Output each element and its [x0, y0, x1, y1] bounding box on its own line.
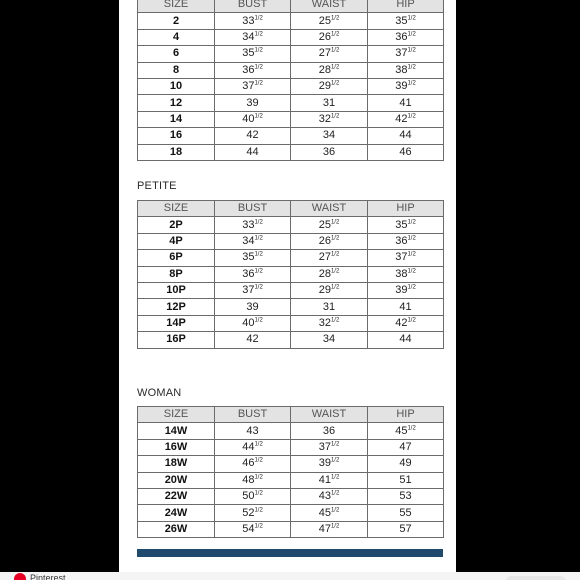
bust-cell: 42	[215, 332, 291, 348]
table-row	[138, 29, 444, 45]
hip-cell: 41	[368, 299, 444, 315]
column-header-bust: BUST	[215, 407, 291, 423]
size-cell: 20W	[138, 472, 215, 488]
table-row	[138, 128, 444, 144]
table-body	[138, 13, 444, 161]
footer-action-pill[interactable]	[506, 576, 566, 580]
hip-cell: 47	[368, 439, 444, 455]
waist-cell: $25^{1/2}$	[291, 13, 368, 29]
bust-cell: $54^{1/2}$	[215, 521, 291, 537]
hip-cell: 44	[368, 128, 444, 144]
column-header-bust: BUST	[215, 201, 291, 217]
table-row	[138, 78, 444, 94]
size-cell: 10P	[138, 282, 215, 298]
bust-cell: 39	[215, 299, 291, 315]
bust-cell: $36^{1/2}$	[215, 62, 291, 78]
waist-cell: $26^{1/2}$	[291, 29, 368, 45]
size-chart-sheet	[119, 0, 456, 572]
size-cell: 22W	[138, 488, 215, 504]
size-cell: 4P	[138, 233, 215, 249]
waist-cell: $25^{1/2}$	[291, 217, 368, 233]
waist-cell: $28^{1/2}$	[291, 62, 368, 78]
size-cell: 16	[138, 128, 215, 144]
column-header-size: SIZE	[138, 0, 215, 13]
bust-cell: $35^{1/2}$	[215, 46, 291, 62]
waist-cell: $26^{1/2}$	[291, 233, 368, 249]
waist-cell: 31	[291, 299, 368, 315]
waist-cell: 36	[291, 423, 368, 439]
table-row	[138, 439, 444, 455]
table-row	[138, 111, 444, 127]
table-row	[138, 332, 444, 348]
waist-cell: $29^{1/2}$	[291, 282, 368, 298]
hip-cell: 41	[368, 95, 444, 111]
size-cell: 2	[138, 13, 215, 29]
bust-cell: $36^{1/2}$	[215, 266, 291, 282]
size-cell: 12	[138, 95, 215, 111]
table-row	[138, 95, 444, 111]
bust-cell: 42	[215, 128, 291, 144]
waist-cell: $29^{1/2}$	[291, 78, 368, 94]
waist-cell: $39^{1/2}$	[291, 456, 368, 472]
waist-cell: $41^{1/2}$	[291, 472, 368, 488]
table-header-row	[138, 0, 444, 13]
size-cell: 12P	[138, 299, 215, 315]
pinterest-icon	[14, 573, 26, 580]
size-cell: 8	[138, 62, 215, 78]
table-row	[138, 505, 444, 521]
column-header-waist: WAIST	[291, 201, 368, 217]
table-row	[138, 62, 444, 78]
column-header-waist: WAIST	[291, 0, 368, 13]
hip-cell: $37^{1/2}$	[368, 250, 444, 266]
table-row	[138, 423, 444, 439]
bust-cell: $37^{1/2}$	[215, 282, 291, 298]
hip-cell: 53	[368, 488, 444, 504]
size-table-woman	[137, 406, 444, 538]
table-row	[138, 250, 444, 266]
size-cell: 6P	[138, 250, 215, 266]
bust-cell: $50^{1/2}$	[215, 488, 291, 504]
hip-cell: $38^{1/2}$	[368, 266, 444, 282]
hip-cell: $39^{1/2}$	[368, 78, 444, 94]
size-cell: 14P	[138, 315, 215, 331]
size-cell: 14W	[138, 423, 215, 439]
hip-cell: $45^{1/2}$	[368, 423, 444, 439]
bust-cell: 43	[215, 423, 291, 439]
hip-cell: $42^{1/2}$	[368, 111, 444, 127]
bust-cell: $46^{1/2}$	[215, 456, 291, 472]
bust-cell: 44	[215, 144, 291, 160]
table-body	[138, 423, 444, 538]
size-cell: 18	[138, 144, 215, 160]
hip-cell: $35^{1/2}$	[368, 217, 444, 233]
hip-cell: 46	[368, 144, 444, 160]
waist-cell: $27^{1/2}$	[291, 250, 368, 266]
table-row	[138, 456, 444, 472]
table-row	[138, 472, 444, 488]
table-row	[138, 299, 444, 315]
size-cell: 24W	[138, 505, 215, 521]
table-header-row	[138, 407, 444, 423]
waist-cell: $28^{1/2}$	[291, 266, 368, 282]
size-cell: 4	[138, 29, 215, 45]
table-row	[138, 46, 444, 62]
table-row	[138, 488, 444, 504]
hip-cell: $42^{1/2}$	[368, 315, 444, 331]
table-row	[138, 217, 444, 233]
table-row	[138, 521, 444, 537]
waist-cell: $45^{1/2}$	[291, 505, 368, 521]
bust-cell: $40^{1/2}$	[215, 315, 291, 331]
waist-cell: $47^{1/2}$	[291, 521, 368, 537]
column-header-hip: HIP	[368, 201, 444, 217]
waist-cell: 34	[291, 128, 368, 144]
bust-cell: $52^{1/2}$	[215, 505, 291, 521]
column-header-size: SIZE	[138, 201, 215, 217]
size-cell: 10	[138, 78, 215, 94]
column-header-waist: WAIST	[291, 407, 368, 423]
bust-cell: $40^{1/2}$	[215, 111, 291, 127]
size-cell: 26W	[138, 521, 215, 537]
column-header-hip: HIP	[368, 407, 444, 423]
hip-cell: 55	[368, 505, 444, 521]
bust-cell: $34^{1/2}$	[215, 29, 291, 45]
hip-cell: $35^{1/2}$	[368, 13, 444, 29]
table-row	[138, 144, 444, 160]
table-row	[138, 315, 444, 331]
size-cell: 8P	[138, 266, 215, 282]
table-body	[138, 217, 444, 348]
column-header-hip: HIP	[368, 0, 444, 13]
waist-cell: $32^{1/2}$	[291, 111, 368, 127]
size-table-petite	[137, 200, 444, 349]
waist-cell: $43^{1/2}$	[291, 488, 368, 504]
bust-cell: $33^{1/2}$	[215, 217, 291, 233]
hip-cell: $39^{1/2}$	[368, 282, 444, 298]
waist-cell: $37^{1/2}$	[291, 439, 368, 455]
hip-cell: $36^{1/2}$	[368, 29, 444, 45]
section-title-petite: PETITE	[137, 180, 177, 192]
table-row	[138, 13, 444, 29]
pinterest-footer[interactable]	[0, 572, 580, 580]
column-header-size: SIZE	[138, 407, 215, 423]
waist-cell: 31	[291, 95, 368, 111]
hip-cell: 44	[368, 332, 444, 348]
hip-cell: $37^{1/2}$	[368, 46, 444, 62]
column-header-bust: BUST	[215, 0, 291, 13]
waist-cell: $27^{1/2}$	[291, 46, 368, 62]
table-header-row	[138, 201, 444, 217]
bust-cell: $44^{1/2}$	[215, 439, 291, 455]
hip-cell: 51	[368, 472, 444, 488]
hip-cell: 57	[368, 521, 444, 537]
size-table-regular	[137, 0, 444, 161]
hip-cell: 49	[368, 456, 444, 472]
hip-cell: $38^{1/2}$	[368, 62, 444, 78]
bust-cell: 39	[215, 95, 291, 111]
size-cell: 6	[138, 46, 215, 62]
waist-cell: $32^{1/2}$	[291, 315, 368, 331]
size-cell: 18W	[138, 456, 215, 472]
bust-cell: $33^{1/2}$	[215, 13, 291, 29]
bust-cell: $37^{1/2}$	[215, 78, 291, 94]
bust-cell: $34^{1/2}$	[215, 233, 291, 249]
source-label[interactable]: Pinterest	[30, 573, 66, 580]
size-cell: 2P	[138, 217, 215, 233]
waist-cell: 36	[291, 144, 368, 160]
waist-cell: 34	[291, 332, 368, 348]
size-cell: 14	[138, 111, 215, 127]
size-cell: 16W	[138, 439, 215, 455]
section-title-woman: WOMAN	[137, 387, 182, 399]
size-cell: 16P	[138, 332, 215, 348]
table-row	[138, 233, 444, 249]
table-row	[138, 266, 444, 282]
hip-cell: $36^{1/2}$	[368, 233, 444, 249]
table-row	[138, 282, 444, 298]
bust-cell: $35^{1/2}$	[215, 250, 291, 266]
bottom-accent-bar	[137, 549, 443, 557]
bust-cell: $48^{1/2}$	[215, 472, 291, 488]
